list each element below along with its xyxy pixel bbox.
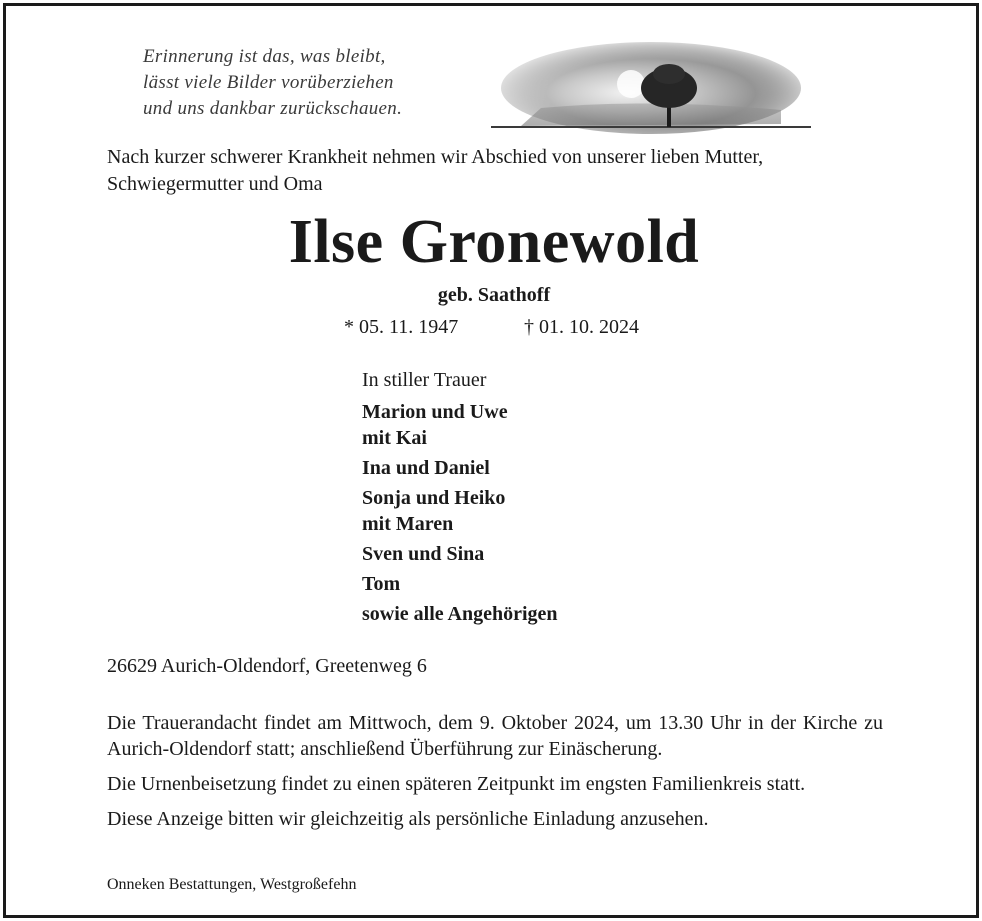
poem-line: lässt viele Bilder vorüberziehen (143, 72, 394, 93)
birth-date: * 05. 11. 1947 (344, 316, 459, 338)
memorial-poem (143, 44, 402, 122)
family-address: 26629 Aurich-Oldendorf, Greetenweg 6 (107, 655, 427, 677)
mourner-group (362, 399, 558, 451)
intro-text: Nach kurzer schwerer Krankheit nehmen wir Abschied von unserer lieben Mutter, Schwiegermutter und Oma (107, 146, 764, 195)
mourner-name: mit Maren (362, 513, 454, 535)
mourner-name: mit Kai (362, 427, 427, 449)
funeral-home: Onneken Bestattungen, Westgroßefehn (107, 876, 357, 893)
mourner-group (362, 541, 558, 567)
mourner-group (362, 485, 558, 537)
mourning-heading: In stiller Trauer (362, 369, 487, 391)
mourner-group (362, 601, 558, 627)
tree-at-dusk-icon (481, 32, 821, 136)
mourner-group (362, 455, 558, 481)
mourner-name: Ina und Daniel (362, 457, 490, 479)
service-notice: Die Trauerandacht findet am Mittwoch, dem 9. Oktober 2024, um 13.30 Uhr in der Kirche zu Aurich-Oldendorf statt; anschließend Überführung zur Einäscherung. (107, 712, 883, 760)
service-notices (107, 710, 883, 841)
mourner-name: Sonja und Heiko (362, 487, 506, 509)
maiden-name: geb. Saathoff (437, 284, 551, 306)
mourner-name: Marion und Uwe (362, 401, 508, 423)
death-date: † 01. 10. 2024 (524, 316, 639, 338)
mourner-name: Sven und Sina (362, 543, 485, 565)
service-notice: Die Urnenbeisetzung findet zu einen späteren Zeitpunkt im engsten Familienkreis statt. (107, 773, 806, 795)
poem-line: und uns dankbar zurückschauen. (143, 98, 403, 119)
mourner-list (362, 399, 558, 631)
service-notice: Diese Anzeige bitten wir gleichzeitig als persönliche Einladung anzusehen. (107, 808, 709, 830)
obituary-notice (3, 3, 979, 918)
deceased-name: Ilse Gronewold (288, 208, 700, 276)
mourner-name: sowie alle Angehörigen (362, 603, 558, 625)
mourner-group (362, 571, 558, 597)
mourner-name: Tom (362, 573, 401, 595)
poem-line: Erinnerung ist das, was bleibt, (143, 46, 386, 67)
